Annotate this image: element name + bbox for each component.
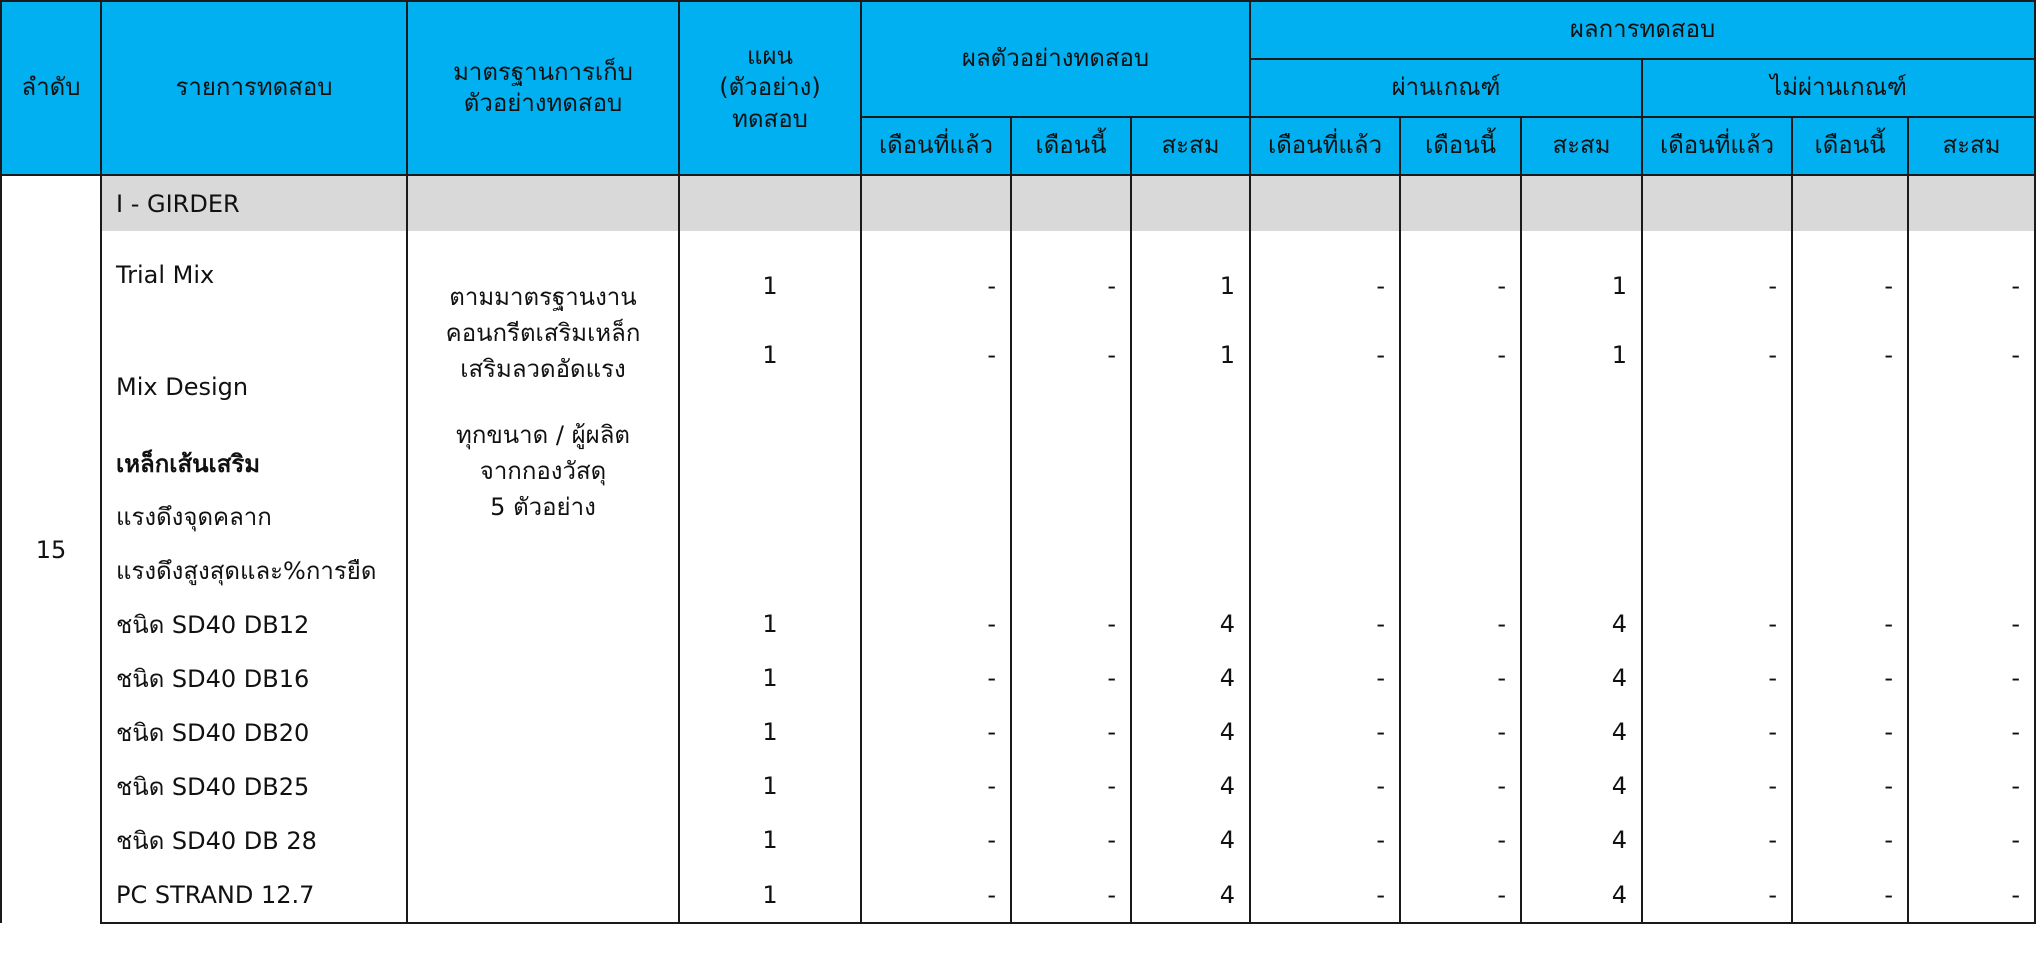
fail-cumulative: - — [1908, 867, 2035, 923]
sample-this-month: - — [1011, 759, 1131, 813]
sample-this-month: - — [1011, 231, 1131, 341]
pass-this-month: - — [1400, 341, 1521, 409]
header-sampling-standard: มาตรฐานการเก็บ ตัวอย่างทดสอบ — [407, 1, 679, 175]
pass-prev-month: - — [1250, 867, 1400, 923]
fail-cumulative: - — [1908, 759, 2035, 813]
fail-this-month: - — [1792, 341, 1908, 409]
test-item-name: ชนิด SD40 DB20 — [101, 705, 407, 759]
pass-this-month: - — [1400, 597, 1521, 651]
sample-this-month: - — [1011, 867, 1131, 923]
pass-this-month: - — [1400, 813, 1521, 867]
sample-prev-month: - — [861, 597, 1011, 651]
pass-prev-month: - — [1250, 813, 1400, 867]
fail-this-month: - — [1792, 597, 1908, 651]
header-pass-prev-month: เดือนที่แล้ว — [1250, 117, 1400, 175]
table-row — [1, 867, 2035, 923]
fail-cumulative: - — [1908, 597, 2035, 651]
pass-prev-month: - — [1250, 341, 1400, 409]
fail-prev-month: - — [1642, 813, 1792, 867]
sample-cumulative: 4 — [1131, 759, 1250, 813]
table-row — [1, 409, 2035, 489]
plan-value: 1 — [679, 341, 861, 409]
header-fail-this-month: เดือนนี้ — [1792, 117, 1908, 175]
fail-prev-month: - — [1642, 597, 1792, 651]
header-pass: ผ่านเกณฑ์ — [1250, 59, 1642, 117]
header-test-item: รายการทดสอบ — [101, 1, 407, 175]
table-row — [1, 489, 2035, 543]
sample-this-month: - — [1011, 651, 1131, 705]
fail-prev-month: - — [1642, 651, 1792, 705]
test-item-name: ชนิด SD40 DB16 — [101, 651, 407, 705]
fail-cumulative: - — [1908, 705, 2035, 759]
sample-prev-month: - — [861, 759, 1011, 813]
fail-cumulative: - — [1908, 651, 2035, 705]
fail-prev-month: - — [1642, 341, 1792, 409]
pass-this-month: - — [1400, 231, 1521, 341]
table-row — [1, 231, 2035, 341]
fail-prev-month: - — [1642, 705, 1792, 759]
pass-cumulative: 1 — [1521, 341, 1642, 409]
sample-prev-month: - — [861, 231, 1011, 341]
test-item-name: ชนิด SD40 DB12 — [101, 597, 407, 651]
header-pass-this-month: เดือนนี้ — [1400, 117, 1521, 175]
pass-this-month: - — [1400, 705, 1521, 759]
sample-cumulative: 1 — [1131, 231, 1250, 341]
header-sample-cumulative: สะสม — [1131, 117, 1250, 175]
table-row — [1, 651, 2035, 705]
pass-cumulative: 1 — [1521, 231, 1642, 341]
fail-prev-month: - — [1642, 231, 1792, 341]
test-item-name: PC STRAND 12.7 — [101, 867, 407, 923]
pass-cumulative: 4 — [1521, 651, 1642, 705]
sample-prev-month: - — [861, 867, 1011, 923]
plan-value: 1 — [679, 231, 861, 341]
header-fail-prev-month: เดือนที่แล้ว — [1642, 117, 1792, 175]
table-row — [1, 759, 2035, 813]
header-sample-results: ผลตัวอย่างทดสอบ — [861, 1, 1250, 117]
fail-this-month: - — [1792, 813, 1908, 867]
sample-cumulative: 4 — [1131, 867, 1250, 923]
table-row — [1, 597, 2035, 651]
fail-prev-month: - — [1642, 759, 1792, 813]
sampling-standard-concrete: ตามมาตรฐานงาน คอนกรีตเสริมเหล็ก เสริมลวดอัดแรง — [445, 283, 641, 383]
plan-value: 1 — [679, 813, 861, 867]
fail-this-month: - — [1792, 231, 1908, 341]
sample-this-month: - — [1011, 597, 1131, 651]
pass-cumulative: 4 — [1521, 597, 1642, 651]
fail-this-month: - — [1792, 705, 1908, 759]
plan-value: 1 — [679, 867, 861, 923]
sample-cumulative: 4 — [1131, 705, 1250, 759]
pass-cumulative: 4 — [1521, 867, 1642, 923]
test-item-name: Trial Mix — [101, 231, 407, 341]
test-item-name: เหล็กเส้นเสริม — [101, 409, 407, 489]
pass-prev-month: - — [1250, 651, 1400, 705]
test-item-name: ชนิด SD40 DB25 — [101, 759, 407, 813]
sample-cumulative: 4 — [1131, 651, 1250, 705]
table-row — [1, 543, 2035, 597]
pass-this-month: - — [1400, 759, 1521, 813]
test-item-name: ชนิด SD40 DB 28 — [101, 813, 407, 867]
test-item-name: แรงดึงสูงสุดและ%การยืด — [101, 543, 407, 597]
plan-value: 1 — [679, 759, 861, 813]
sample-this-month: - — [1011, 341, 1131, 409]
sample-prev-month: - — [861, 813, 1011, 867]
header-test-results: ผลการทดสอบ — [1250, 1, 2035, 59]
fail-this-month: - — [1792, 867, 1908, 923]
plan-value: 1 — [679, 651, 861, 705]
sample-cumulative: 4 — [1131, 597, 1250, 651]
pass-prev-month: - — [1250, 705, 1400, 759]
fail-cumulative: - — [1908, 231, 2035, 341]
sample-cumulative: 4 — [1131, 813, 1250, 867]
header-seq: ลำดับ — [1, 1, 101, 175]
fail-cumulative: - — [1908, 813, 2035, 867]
fail-this-month: - — [1792, 759, 1908, 813]
pass-this-month: - — [1400, 867, 1521, 923]
fail-this-month: - — [1792, 651, 1908, 705]
header-fail: ไม่ผ่านเกณฑ์ — [1642, 59, 2035, 117]
plan-value: 1 — [679, 597, 861, 651]
sample-prev-month: - — [861, 341, 1011, 409]
header-pass-cumulative: สะสม — [1521, 117, 1642, 175]
sample-this-month: - — [1011, 813, 1131, 867]
pass-cumulative: 4 — [1521, 813, 1642, 867]
table-row — [1, 813, 2035, 867]
section-title: I - GIRDER — [101, 175, 407, 231]
pass-prev-month: - — [1250, 597, 1400, 651]
header-fail-cumulative: สะสม — [1908, 117, 2035, 175]
pass-cumulative: 4 — [1521, 759, 1642, 813]
test-item-name: แรงดึงจุดคลาก — [101, 489, 407, 543]
table-row — [1, 341, 2035, 409]
fail-prev-month: - — [1642, 867, 1792, 923]
pass-this-month: - — [1400, 651, 1521, 705]
sample-prev-month: - — [861, 705, 1011, 759]
sample-this-month: - — [1011, 705, 1131, 759]
header-sample-this-month: เดือนนี้ — [1011, 117, 1131, 175]
header-sample-prev-month: เดือนที่แล้ว — [861, 117, 1011, 175]
sample-prev-month: - — [861, 651, 1011, 705]
seq-number: 15 — [1, 175, 101, 923]
header-plan: แผน (ตัวอย่าง) ทดสอบ — [679, 1, 861, 175]
table-row — [1, 705, 2035, 759]
pass-prev-month: - — [1250, 231, 1400, 341]
test-item-name: Mix Design — [101, 341, 407, 409]
pass-cumulative: 4 — [1521, 705, 1642, 759]
fail-cumulative: - — [1908, 341, 2035, 409]
pass-prev-month: - — [1250, 759, 1400, 813]
sampling-standard-steel: ทุกขนาด / ผู้ผลิต จากกองวัสดุ 5 ตัวอย่าง — [407, 409, 679, 597]
sample-cumulative: 1 — [1131, 341, 1250, 409]
plan-value: 1 — [679, 705, 861, 759]
